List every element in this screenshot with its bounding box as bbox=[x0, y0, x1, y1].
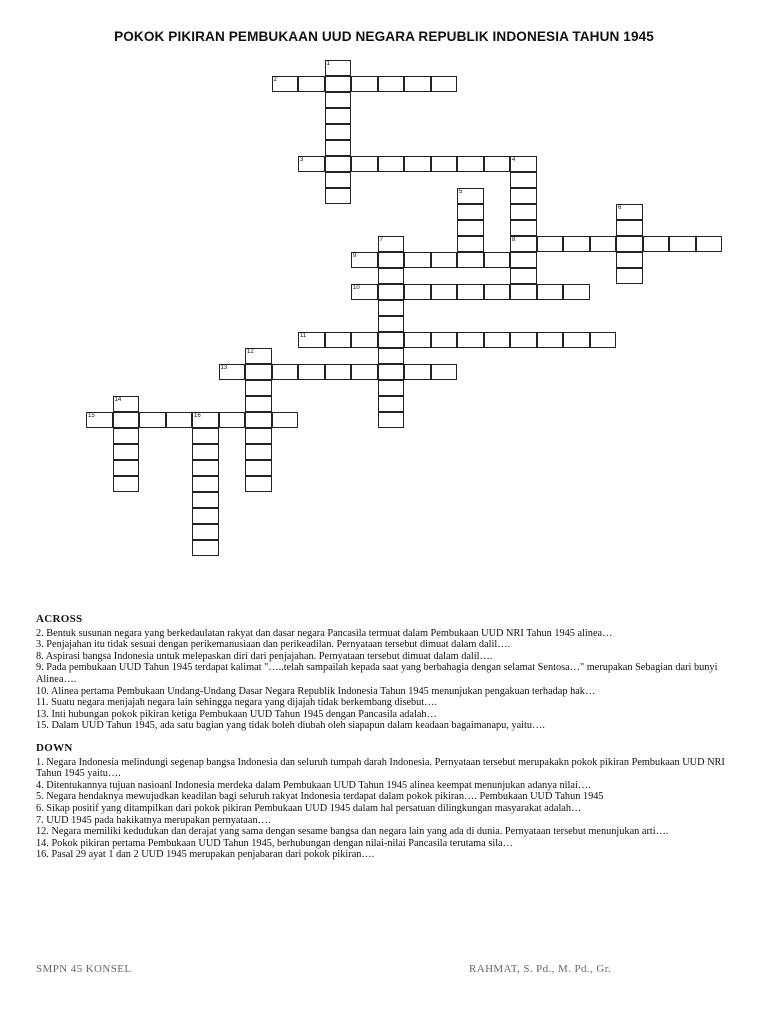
crossword-cell bbox=[431, 76, 458, 92]
crossword-cell bbox=[245, 364, 272, 380]
crossword-cell bbox=[457, 188, 484, 204]
clue-number: 1 bbox=[326, 60, 330, 67]
clue-number: 16 bbox=[194, 412, 201, 419]
across-clue: 13. Inti hubungan pokok pikiran ketiga Pembukaan UUD Tahun 1945 dengan Pancasila adalah… bbox=[36, 708, 437, 720]
crossword-cell bbox=[696, 236, 723, 252]
down-clue: 5. Negara hendaknya mewujudkan keadilan bagi seluruh rakyat Indonesia terdapat dalam pokok pikiran…. Pembukaan UUD Tahun 1945 bbox=[36, 791, 604, 803]
crossword-cell bbox=[298, 364, 325, 380]
crossword-cell bbox=[457, 156, 484, 172]
crossword-cell bbox=[272, 76, 299, 92]
clue-number: 15 bbox=[88, 412, 95, 419]
crossword-cell bbox=[510, 204, 537, 220]
crossword-cell bbox=[431, 156, 458, 172]
crossword-cell bbox=[351, 284, 378, 300]
footer-school: SMPN 45 KONSEL bbox=[36, 963, 132, 975]
crossword-cell bbox=[484, 332, 511, 348]
page-title: POKOK PIKIRAN PEMBUKAAN UUD NEGARA REPUBLIK INDONESIA TAHUN 1945 bbox=[114, 29, 654, 44]
down-clue: 6. Sikap positif yang ditampilkan dari pokok pikiran Pembukaan UUD 1945 dalam hal persatuan dilingkungan masyarakat adalah… bbox=[36, 802, 582, 814]
crossword-cell bbox=[431, 284, 458, 300]
crossword-cell bbox=[351, 76, 378, 92]
crossword-cell bbox=[404, 364, 431, 380]
crossword-cell bbox=[113, 396, 140, 412]
across-clue: 2. Bentuk susunan negara yang berkedaulatan rakyat dan dasar negara Pancasila termuat dalam Pembukaan UUD NRI Tahun 1945 alinea… bbox=[36, 627, 613, 639]
crossword-cell bbox=[537, 284, 564, 300]
crossword-cell bbox=[325, 108, 352, 124]
crossword-cell bbox=[484, 252, 511, 268]
crossword-cell bbox=[325, 364, 352, 380]
crossword-cell bbox=[404, 76, 431, 92]
footer-author: RAHMAT, S. Pd., M. Pd., Gr. bbox=[469, 963, 612, 975]
crossword-cell bbox=[510, 252, 537, 268]
crossword-cell bbox=[510, 156, 537, 172]
down-clue: 4. Ditentukannya tujuan nasioanl Indonesia merdeka dalam Pembukaan UUD Tahun 1945 alinea keempat menunjukan adanya nilai…. bbox=[36, 779, 591, 791]
crossword-cell bbox=[245, 476, 272, 492]
crossword-cell bbox=[378, 236, 405, 252]
crossword-cell bbox=[139, 412, 166, 428]
crossword-cell bbox=[378, 76, 405, 92]
crossword-cell bbox=[378, 380, 405, 396]
crossword-cell bbox=[298, 156, 325, 172]
crossword-cell bbox=[431, 332, 458, 348]
crossword-cell bbox=[245, 348, 272, 364]
crossword-cell bbox=[192, 460, 219, 476]
crossword-cell bbox=[86, 412, 113, 428]
crossword-cell bbox=[325, 76, 352, 92]
crossword-cell bbox=[378, 364, 405, 380]
crossword-cell bbox=[325, 332, 352, 348]
clue-number: 13 bbox=[220, 364, 228, 371]
crossword-cell bbox=[563, 236, 590, 252]
crossword-cell bbox=[245, 428, 272, 444]
clue-number: 2 bbox=[273, 76, 277, 83]
crossword-cell bbox=[378, 332, 405, 348]
crossword-cell bbox=[113, 460, 140, 476]
crossword-cell bbox=[245, 412, 272, 428]
crossword-cell bbox=[219, 412, 246, 428]
crossword-cell bbox=[325, 156, 352, 172]
crossword-cell bbox=[484, 156, 511, 172]
crossword-cell bbox=[457, 204, 484, 220]
crossword-cell bbox=[537, 236, 564, 252]
crossword-cell bbox=[510, 236, 537, 252]
down-clue: 7. UUD 1945 pada hakikatnya merupakan pernyataan…. bbox=[36, 814, 271, 826]
crossword-cell bbox=[325, 188, 352, 204]
down-clue: 16. Pasal 29 ayat 1 dan 2 UUD 1945 merupakan penjabaran dari pokok pikiran…. bbox=[36, 849, 375, 861]
down-heading: DOWN bbox=[36, 741, 73, 754]
across-heading: ACROSS bbox=[36, 613, 83, 625]
crossword-cell bbox=[590, 332, 617, 348]
crossword-cell bbox=[537, 332, 564, 348]
crossword-cell bbox=[272, 412, 299, 428]
crossword-cell bbox=[192, 540, 219, 556]
crossword-cell bbox=[351, 252, 378, 268]
crossword-cell bbox=[378, 252, 405, 268]
down-clue: 12. Negara memiliki kedudukan dan derajat yang sama dengan sesame bangsa dan negara lain yang ada di dunia. Pernyataan tersebut menunjukan arti…. bbox=[36, 826, 669, 838]
crossword-cell bbox=[616, 204, 643, 220]
across-clue: 3. Penjajahan itu tidak sesuai dengan perikemanusiaan dan perikeadilan. Pernyataan tersebut dimuat dalam dalil…. bbox=[36, 639, 511, 651]
crossword-cell bbox=[325, 172, 352, 188]
crossword-cell bbox=[245, 396, 272, 412]
crossword-cell bbox=[378, 316, 405, 332]
clue-number: 12 bbox=[247, 348, 254, 355]
crossword-cell bbox=[325, 92, 352, 108]
crossword-cell bbox=[457, 284, 484, 300]
crossword-cell bbox=[404, 156, 431, 172]
crossword-cell bbox=[378, 412, 405, 428]
crossword-cell bbox=[669, 236, 696, 252]
crossword-cell bbox=[563, 332, 590, 348]
crossword-cell bbox=[113, 444, 140, 460]
crossword-cell bbox=[113, 412, 140, 428]
across-clue: 10. Alinea pertama Pembukaan Undang-Undang Dasar Negara Republik Indonesia Tahun 1945 menunjukan pengakuan terhadap hak… bbox=[36, 685, 596, 697]
crossword-cell bbox=[378, 268, 405, 284]
crossword-cell bbox=[166, 412, 193, 428]
crossword-cell bbox=[378, 156, 405, 172]
crossword-cell bbox=[245, 460, 272, 476]
crossword-cell bbox=[510, 268, 537, 284]
crossword-cell bbox=[510, 332, 537, 348]
crossword-cell bbox=[219, 364, 246, 380]
crossword-cell bbox=[113, 476, 140, 492]
clue-number: 8 bbox=[512, 236, 516, 243]
across-clue: 9. Pada pembukaan UUD Tahun 1945 terdapat kalimat "…..telah sampailah kepada saat yang berbahagia dengan selamat Sentosa…" merupakan Sebagian dari bunyi Alinea…. bbox=[36, 662, 718, 685]
down-clue: 1. Negara Indonesia melindungi segenap bangsa Indonesia dan seluruh tumpah darah Indonesia. Pernyataan tersebut merupakakn pokok pikiran Pembukaan UUD NRI Tahun 1945 yaitu…. bbox=[36, 756, 725, 780]
crossword-cell bbox=[404, 252, 431, 268]
clue-number: 11 bbox=[300, 332, 307, 339]
crossword-cell bbox=[192, 476, 219, 492]
crossword-cell bbox=[510, 172, 537, 188]
crossword-cell bbox=[192, 444, 219, 460]
crossword-cell bbox=[404, 332, 431, 348]
crossword-cell bbox=[351, 156, 378, 172]
crossword-cell bbox=[351, 364, 378, 380]
crossword-cell bbox=[643, 236, 670, 252]
down-clue-list bbox=[36, 757, 736, 861]
crossword-cell bbox=[616, 236, 643, 252]
clue-number: 5 bbox=[459, 188, 463, 195]
crossword-cell bbox=[192, 492, 219, 508]
crossword-cell bbox=[457, 332, 484, 348]
down-clue: 14. Pokok pikiran pertama Pembukaan UUD Tahun 1945, berhubungan dengan nilai-nilai Pancasila terutama sila… bbox=[36, 837, 513, 849]
across-clue: 11. Suatu negara menjajah negara lain sehingga negara yang dijajah tidak berkembang disebut…. bbox=[36, 697, 438, 709]
crossword-cell bbox=[351, 332, 378, 348]
crossword-cell bbox=[590, 236, 617, 252]
crossword-cell bbox=[298, 76, 325, 92]
crossword-cell bbox=[245, 380, 272, 396]
crossword-cell bbox=[378, 348, 405, 364]
crossword-cell bbox=[192, 412, 219, 428]
crossword-cell bbox=[616, 268, 643, 284]
across-clue: 15. Dalam UUD Tahun 1945, ada satu bagian yang tidak boleh diubah oleh siapapun dalam keadaan bagaimanapu, yaitu…. bbox=[36, 720, 545, 732]
crossword-cell bbox=[245, 444, 272, 460]
crossword-cell bbox=[192, 524, 219, 540]
crossword-cell bbox=[484, 284, 511, 300]
clue-number: 9 bbox=[353, 252, 357, 259]
clues-section bbox=[36, 614, 736, 861]
crossword-cell bbox=[298, 332, 325, 348]
crossword-cell bbox=[510, 188, 537, 204]
clue-number: 3 bbox=[300, 156, 304, 163]
across-clue-list bbox=[36, 628, 736, 732]
crossword-cell bbox=[431, 364, 458, 380]
crossword-cell bbox=[457, 220, 484, 236]
crossword-cell bbox=[510, 284, 537, 300]
crossword-cell bbox=[378, 284, 405, 300]
crossword-cell bbox=[325, 124, 352, 140]
clue-number: 4 bbox=[512, 156, 516, 163]
crossword-cell bbox=[113, 428, 140, 444]
clue-number: 10 bbox=[353, 284, 360, 291]
clue-number: 6 bbox=[618, 204, 622, 211]
crossword-cell bbox=[616, 220, 643, 236]
crossword-cell bbox=[457, 252, 484, 268]
crossword-cell bbox=[431, 252, 458, 268]
crossword-cell bbox=[192, 508, 219, 524]
crossword-cell bbox=[192, 428, 219, 444]
crossword-cell bbox=[378, 300, 405, 316]
crossword-cell bbox=[325, 140, 352, 156]
crossword-cell bbox=[272, 364, 299, 380]
crossword-cell bbox=[457, 236, 484, 252]
clue-number: 14 bbox=[114, 396, 122, 403]
across-clue: 8. Aspirasi bangsa Indonesia untuk melepaskan diri dari penjajahan. Pernyataan tersebut dimuat dalam dalil…. bbox=[36, 650, 493, 662]
crossword-cell bbox=[378, 396, 405, 412]
crossword-cell bbox=[404, 284, 431, 300]
crossword-cell bbox=[616, 252, 643, 268]
clue-number: 7 bbox=[379, 236, 383, 243]
crossword-cell bbox=[510, 220, 537, 236]
crossword-cell bbox=[325, 60, 352, 76]
crossword-cell bbox=[563, 284, 590, 300]
